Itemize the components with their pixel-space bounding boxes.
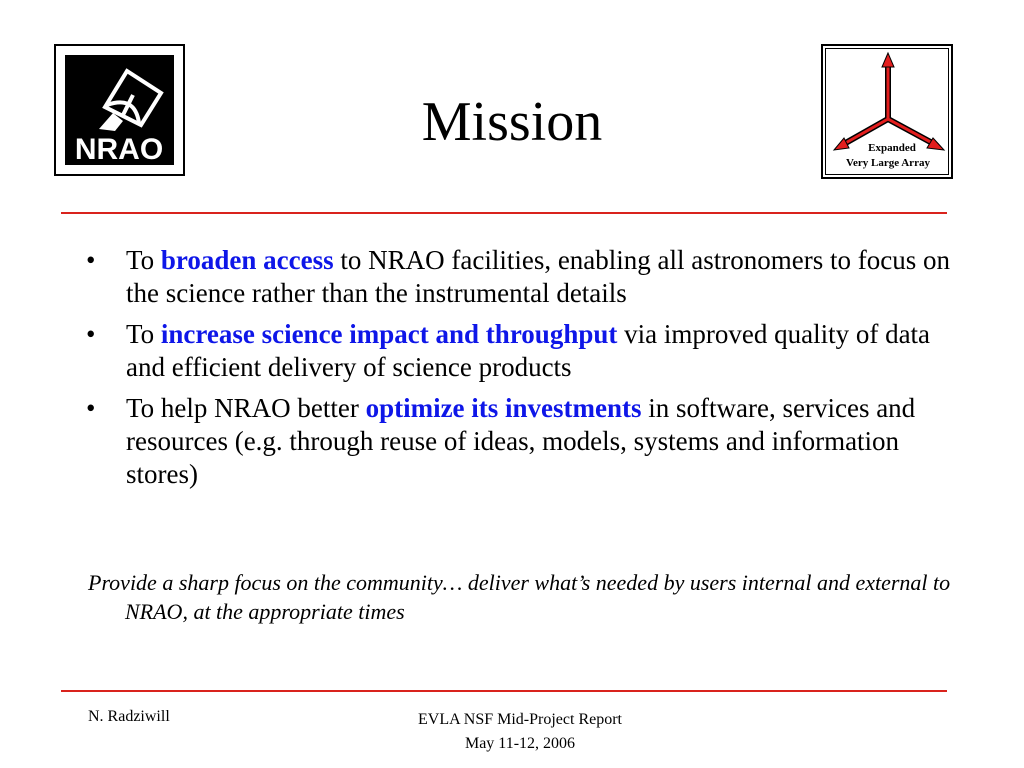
bullet-icon: • — [86, 245, 96, 275]
footer-date: May 11-12, 2006 — [464, 735, 576, 752]
bullet-item — [80, 244, 960, 310]
top-divider — [61, 212, 947, 214]
evla-logo-line1: Expanded — [868, 142, 916, 154]
bullet-text-pre: To help NRAO better — [126, 393, 366, 423]
evla-logo — [821, 44, 953, 179]
bullet-text-post: in software, services and resources (e.g. through reuse of ideas, models, systems and information stores) — [126, 393, 916, 489]
footer-event: EVLA NSF Mid-Project Report — [418, 711, 622, 728]
bullet-item — [80, 318, 960, 384]
bullet-icon: • — [86, 319, 96, 349]
bullet-text-pre: To — [126, 245, 161, 275]
evla-logo-line2: Very Large Array — [846, 157, 930, 169]
mission-statement: Provide a sharp focus on the community… deliver what’s needed by users internal and external to NRAO, at the appropriate times — [88, 570, 951, 624]
bullet-text-post: to NRAO facilities, enabling all astronomers to focus on the science rather than the instrumental details — [126, 245, 950, 308]
bullet-emphasis: increase science impact and throughput — [160, 319, 618, 349]
bullet-text-post: via improved quality of data and efficient delivery of science products — [126, 319, 931, 382]
bullet-text-pre: To — [126, 319, 161, 349]
nrao-logo-text: NRAO — [74, 133, 164, 165]
mission-bullet-list — [80, 244, 960, 499]
footer-author: N. Radziwill — [88, 708, 170, 725]
slide-title: Mission — [421, 91, 603, 153]
footer-event-info — [320, 708, 720, 756]
bottom-divider — [61, 690, 947, 692]
bullet-emphasis: optimize its investments — [365, 393, 642, 423]
evla-y-array-icon — [826, 49, 950, 176]
bullet-icon: • — [86, 393, 96, 423]
bullet-item — [80, 392, 960, 491]
bullet-emphasis: broaden access — [160, 245, 334, 275]
